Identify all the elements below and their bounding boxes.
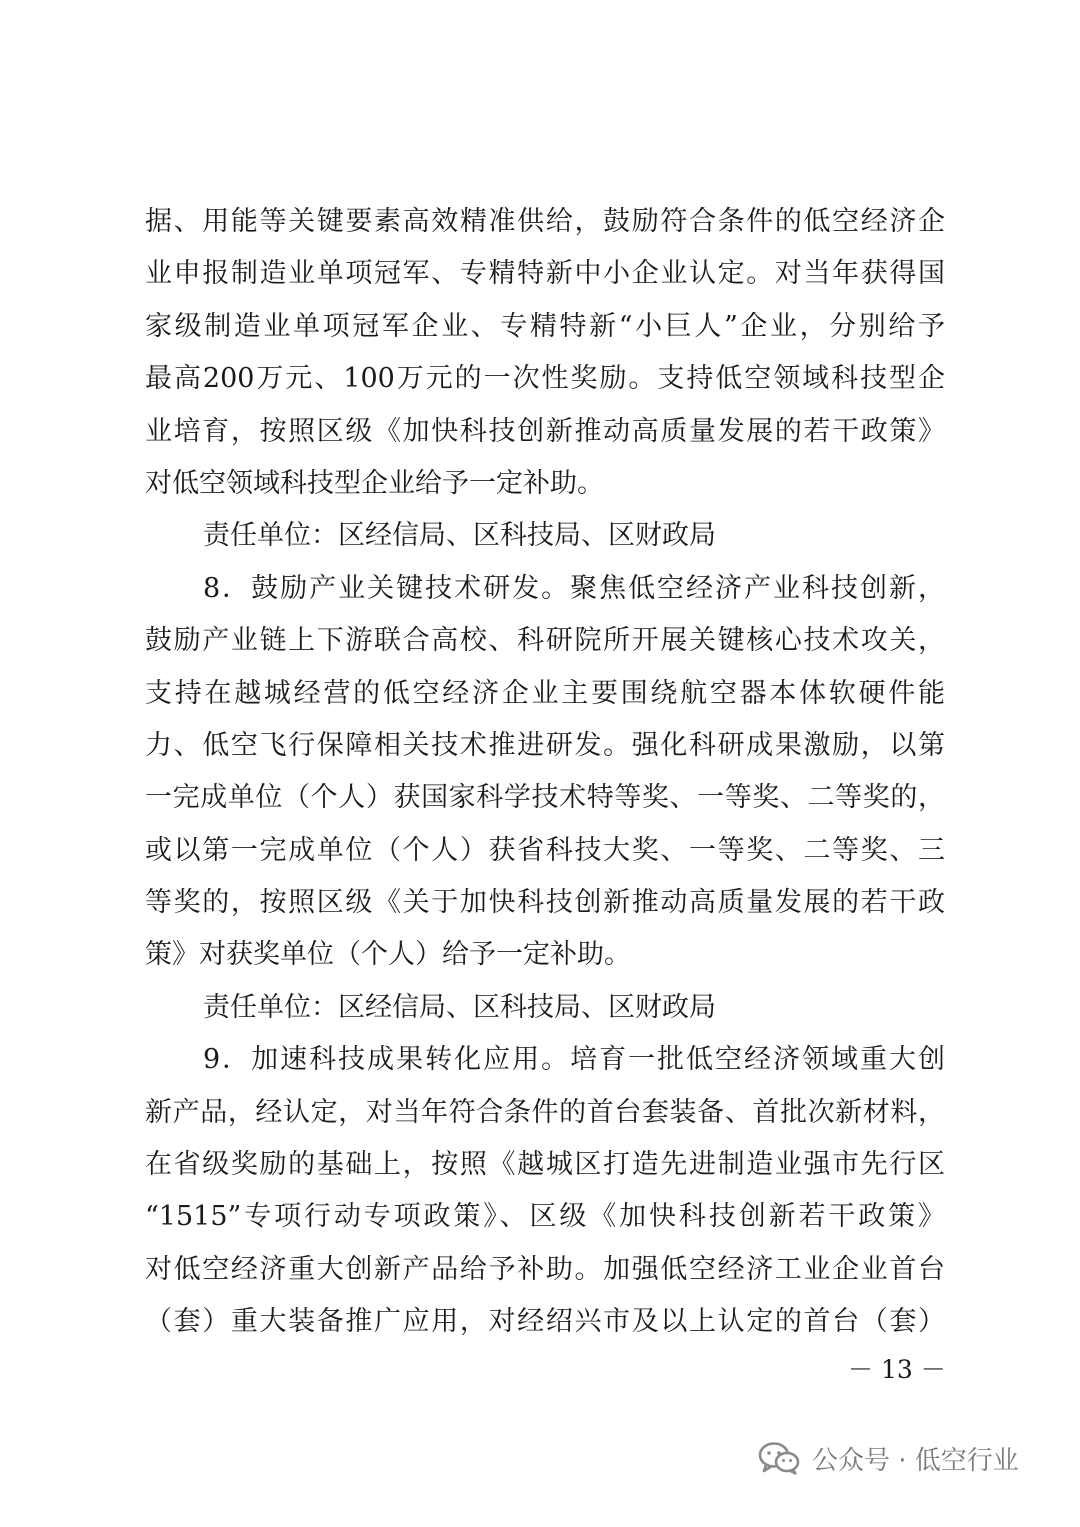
text-line: 对低空经济重大创新产品给予补助。加强低空经济工业企业首台 — [145, 1253, 945, 1285]
text-line: 等奖的，按照区级《关于加快科技创新推动高质量发展的若干政 — [145, 887, 945, 919]
text-line: 据、用能等关键要素高效精准供给，鼓励符合条件的低空经济企 — [145, 206, 945, 237]
text-line: 或以第一完成单位（个人）获省科技大奖、一等奖、二等奖、三 — [145, 834, 945, 866]
section-heading-9: 9．加速科技成果转化应用。培育一批低空经济领域重大创 — [203, 1044, 945, 1076]
text-line: 在省级奖励的基础上，按照《越城区打造先进制造业强市先行区 — [145, 1149, 945, 1181]
text-line: 力、低空飞行保障相关技术推进研发。强化科研成果激励，以第 — [145, 729, 945, 761]
text-line: 策》对获奖单位（个人）给予一定补助。 — [145, 939, 631, 971]
text-line: 对低空领域科技型企业给予一定补助。 — [145, 467, 604, 499]
wechat-icon — [758, 1441, 800, 1475]
text-line: 支持在越城经营的低空经济企业主要围绕航空器本体软硬件能 — [145, 677, 945, 709]
watermark-text: 公众号 · 低空行业 — [812, 1445, 1019, 1476]
section-heading-8: 8．鼓励产业关键技术研发。聚焦低空经济产业科技创新， — [203, 572, 945, 604]
text-line: “1515”专项行动专项政策》、区级《加快科技创新若干政策》 — [145, 1201, 945, 1233]
responsible-units-line: 责任单位：区经信局、区科技局、区财政局 — [203, 991, 716, 1023]
page-number: － 13 － — [848, 1355, 946, 1384]
responsible-units-line: 责任单位：区经信局、区科技局、区财政局 — [203, 520, 716, 552]
text-line: 鼓励产业链上下游联合高校、科研院所开展关键核心技术攻关， — [145, 625, 945, 657]
text-line: 业培育，按照区级《加快科技创新推动高质量发展的若干政策》 — [145, 415, 945, 447]
body-text — [145, 196, 945, 1349]
text-line: 业申报制造业单项冠军、专精特新中小企业认定。对当年获得国 — [145, 258, 945, 290]
text-line: 一完成单位（个人）获国家科学技术特等奖、一等奖、二等奖的， — [145, 782, 945, 814]
text-line: 家级制造业单项冠军企业、专精特新“小巨人”企业，分别给予 — [145, 310, 945, 342]
text-line: 新产品，经认定，对当年符合条件的首台套装备、首批次新材料， — [145, 1096, 945, 1128]
text-line: （套）重大装备推广应用，对经绍兴市及以上认定的首台（套） — [145, 1306, 945, 1338]
text-line: 最高200万元、100万元的一次性奖励。支持低空领域科技型企 — [145, 363, 945, 395]
watermark — [758, 1430, 1019, 1486]
